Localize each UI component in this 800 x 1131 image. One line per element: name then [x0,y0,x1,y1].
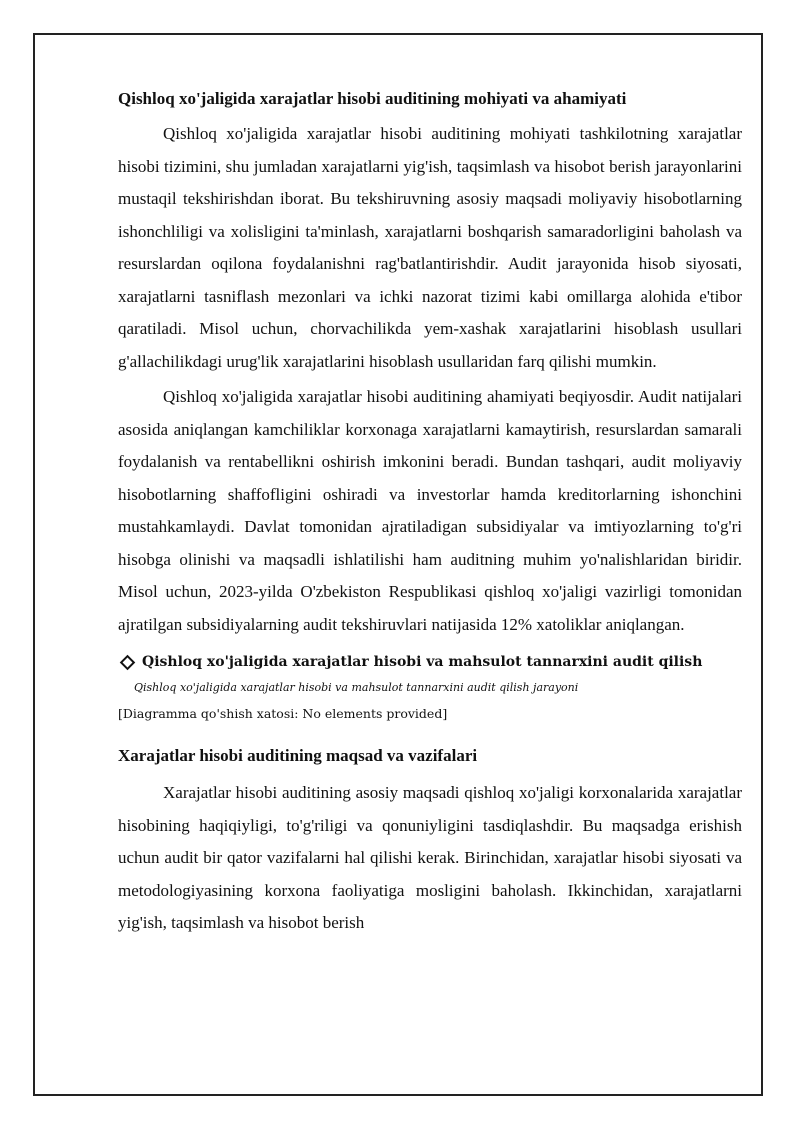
diamond-icon [120,654,136,670]
diagram-caption: Qishloq xo'jaligida xarajatlar hisobi va mahsulot tannarxini audit qilish jarayoni [134,681,579,694]
body-paragraph: Qishloq xo'jaligida xarajatlar hisobi auditining ahamiyati beqiyosdir. Audit natijalari asosida aniqlangan kamchiliklar korxonaga xarajatlarni kamaytirish, resurslardan samarali foydalanish va rentabellikni oshirish imkonini beradi. Bundan tashqari, audit moliyaviy hisobotlarning shaffofligini oshiradi va investorlar hamda kreditorlarning ishonchini mustahkamlaydi. Davlat tomonidan ajratiladigan subsidiyalar va imtiyozlarning to'g'ri hisobga olinishi va maqsadli ishlatilishi ham auditning muhim yo'nalishlaridan biridir. Misol uchun, 2023-yilda O'zbekiston Respublikasi qishloq xo'jaligi vazirligi tomonidan ajratilgan subsidiyalarning audit tekshiruvlari natijasida 12% xatoliklar aniqlangan. [118,387,742,634]
section-heading: Qishloq xo'jaligida xarajatlar hisobi auditining mohiyati va ahamiyati [118,89,627,108]
diagram-heading-text: Qishloq xo'jaligida xarajatlar hisobi va mahsulot tannarxini audit qilish [142,654,703,670]
document-body [118,84,742,940]
body-paragraph: Xarajatlar hisobi auditining asosiy maqsadi qishloq xo'jaligi korxonalarida xarajatlar hisobining haqiqiyligi, to'g'riligi va qonuniyligini tasdiqlashdir. Bu maqsadga erishish uchun audit bir qator vazifalarni hal qilishi kerak. Birinchidan, xarajatlar hisobi siyosati va metodologiyasining korxona faoliyatiga mosligini baholash. Ikkinchidan, xarajatlarni yig'ish, taqsimlash va hisobot berish [118,783,742,932]
section-heading: Xarajatlar hisobi auditining maqsad va vazifalari [118,746,478,765]
diagram-heading [118,649,742,675]
diagram-error-message: [Diagramma qo'shish xatosi: No elements provided] [118,706,448,721]
body-paragraph: Qishloq xo'jaligida xarajatlar hisobi auditining mohiyati tashkilotning xarajatlar hisobi tizimini, shu jumladan xarajatlarni yig'ish, taqsimlash va hisobot berish jarayonlarini mustaqil tekshirishdan iborat. Bu tekshiruvning asosiy maqsadi moliyaviy hisobotlarning ishonchliligi va xolisligini ta'minlash, xarajatlarni boshqarish samaradorligini baholash va resurslardan oqilona foydalanishni rag'batlantirishdir. Audit jarayonida hisob siyosati, xarajatlarni tasniflash mezonlari va ichki nazorat tizimi kabi omillarga alohida e'tibor qaratiladi. Misol uchun, chorvachilikda yem-xashak xarajatlarini hisoblash usullari g'allachilikdagi urug'lik xarajatlarini hisoblash usullaridan farq qilishi mumkin. [118,124,742,371]
